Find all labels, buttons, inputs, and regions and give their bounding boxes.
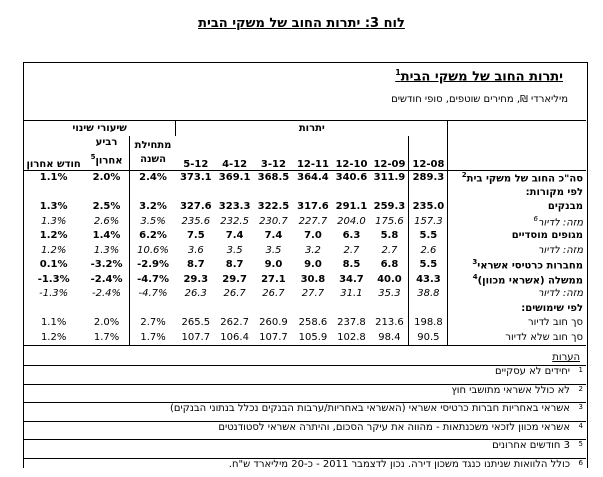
value-cell: 232.5 [220, 215, 249, 227]
value-cell: 260.9 [259, 317, 288, 329]
value-cell: 26.7 [223, 288, 246, 300]
table-row [24, 301, 587, 316]
value-cell: 213.6 [375, 317, 404, 329]
value-cell: 102.8 [332, 330, 370, 345]
value-cell: 291.1 [335, 201, 368, 213]
row-label-text: מגופים מוסדיים [511, 230, 583, 242]
row-label-text: מזה: לדיור [537, 216, 583, 228]
change-cell: -4.7% [130, 287, 176, 302]
value-cell: 9.0 [264, 259, 283, 271]
value-cell: 368.5 [257, 172, 290, 184]
change-cell: 1.7% [130, 330, 176, 345]
value-cell [253, 301, 293, 316]
note-item [23, 439, 586, 458]
note-item [23, 402, 586, 421]
change-cell [24, 185, 84, 200]
row-label [448, 330, 586, 345]
change-cell [130, 185, 176, 200]
note-text: יחידים לא עסקיים [494, 366, 570, 377]
note-text: 3 חודשים אחרונים [492, 440, 570, 452]
col-header-last-quarter [84, 136, 130, 171]
change-cell: 2.4% [130, 170, 176, 185]
note-number: 5 [578, 440, 583, 449]
change-cell: -2.4% [90, 273, 123, 285]
table-row [24, 316, 587, 331]
value-cell: 340.6 [335, 172, 368, 184]
value-cell: 2.7 [381, 244, 398, 256]
change-cell: 2.0% [93, 317, 120, 329]
value-cell: 265.5 [181, 317, 211, 329]
note-text: אשראי מכוון לזכאי משכנתאות - מהווה את עיקר הסכום, והיתרה אשראי לסטודנטים [218, 421, 570, 433]
table-row [24, 272, 587, 287]
row-label [448, 316, 586, 331]
row-label [448, 185, 586, 200]
value-cell: 34.7 [339, 273, 364, 285]
value-cell: 8.7 [186, 259, 205, 271]
table-row [24, 185, 587, 200]
row-label [448, 272, 586, 287]
change-cell: -2.9% [130, 258, 176, 273]
note-text: לא כולל אשראי מתושבי חוץ [451, 384, 570, 396]
value-cell: 26.7 [262, 288, 285, 300]
value-cell: 6.8 [380, 259, 399, 271]
value-cell: 3.2 [304, 244, 321, 256]
value-cell: 40.0 [377, 273, 402, 285]
value-cell: 157.3 [409, 214, 448, 229]
table-row [24, 214, 587, 229]
value-cell: 227.7 [298, 215, 328, 227]
value-cell: 107.7 [253, 330, 293, 345]
value-cell [409, 301, 448, 316]
table-subtitle: מיליארדי ₪, מחירים שוטפים, סופי חודשים [391, 94, 568, 105]
value-cell [370, 301, 408, 316]
value-cell: 369.1 [218, 172, 251, 184]
value-cell: 7.4 [264, 230, 283, 242]
row-label-note: 6 [533, 214, 538, 223]
row-label-text: מזה: לדיור [537, 244, 583, 256]
row-label-note: 3 [472, 258, 478, 267]
value-cell: 311.9 [373, 172, 406, 184]
value-cell: 289.3 [409, 170, 448, 185]
value-cell: 5.5 [409, 258, 448, 273]
col-header-last-month: חודש אחרון [24, 136, 84, 171]
note-text: אשראי באחריות חברות כרטיסי אשראי (האשראי באחריות/ערבות הבנקים נכלל בנתוני הבנקים) [169, 403, 570, 415]
change-cell: 2.0% [92, 172, 121, 184]
value-cell: 204.0 [337, 215, 366, 227]
row-label-text: מזה: לדיור [537, 288, 583, 300]
value-cell: 7.5 [186, 230, 205, 242]
col-header-last-quarter-note: 5 [90, 153, 96, 162]
value-cell: 7.4 [225, 230, 244, 242]
value-cell: 258.6 [298, 317, 328, 329]
change-cell: -2.4% [92, 288, 122, 300]
table-row [24, 229, 587, 244]
value-cell: 107.7 [176, 330, 216, 345]
row-label-text: סה"כ החוב של משקי בית [466, 173, 583, 185]
table-row [24, 243, 587, 258]
value-cell: 3.5 [265, 244, 282, 256]
value-cell: 327.6 [179, 201, 212, 213]
group-header-balances: יתרות [176, 121, 448, 136]
row-label [448, 243, 586, 258]
note-text: כולל הלוואות שניתנו כנגד משכון דירה. נכון לדצמבר 2011 - כ-20 מיליארד ש"ח. [228, 458, 570, 470]
value-cell [176, 301, 216, 316]
table-row [24, 200, 587, 215]
value-cell [253, 185, 293, 200]
value-cell: 106.4 [216, 330, 254, 345]
note-number: 1 [578, 366, 583, 374]
note-item [23, 421, 586, 440]
change-cell: 2.6% [93, 215, 120, 227]
change-cell [84, 301, 130, 316]
value-cell: 2.6 [409, 243, 448, 258]
change-cell: 10.6% [130, 243, 176, 258]
change-cell: -4.7% [130, 272, 176, 287]
value-cell: 43.3 [409, 272, 448, 287]
value-cell: 198.8 [409, 316, 448, 331]
value-cell: 27.7 [301, 288, 325, 300]
table-row [24, 287, 587, 302]
row-label [448, 258, 586, 273]
value-cell: 322.5 [257, 201, 290, 213]
change-cell: -1.3% [39, 288, 69, 300]
table-title [395, 68, 563, 84]
row-label [448, 229, 586, 244]
row-label [448, 301, 586, 316]
note-number: 6 [578, 458, 583, 467]
note-item [23, 365, 586, 384]
value-cell: 175.6 [375, 215, 404, 227]
value-cell: 8.7 [225, 259, 244, 271]
row-label-text: לפי מקורות: [525, 186, 583, 198]
value-cell: 105.9 [293, 330, 332, 345]
note-number: 2 [578, 384, 583, 393]
note-item [23, 384, 586, 403]
value-cell [176, 185, 216, 200]
change-cell: 0.1% [39, 259, 68, 271]
table-row [24, 170, 587, 185]
col-header-period: 12-08 [409, 136, 448, 171]
col-header-period: 12-10 [332, 136, 370, 171]
value-cell: 5.8 [380, 230, 399, 242]
value-cell [293, 301, 332, 316]
value-cell: 235.0 [409, 200, 448, 215]
change-cell: 2.7% [130, 316, 176, 331]
note-item [23, 458, 586, 477]
value-cell: 262.7 [220, 317, 249, 329]
col-header-period: 5-12 [176, 136, 216, 171]
value-cell: 29.7 [222, 273, 247, 285]
notes-header: הערות [552, 352, 580, 363]
change-cell: 1.2% [40, 244, 67, 256]
table-title-note: 1 [395, 68, 401, 77]
note-number: 3 [578, 403, 583, 412]
row-label-text: ממשלה (אשראי מכוון) [477, 274, 583, 286]
change-cell: 6.2% [130, 229, 176, 244]
group-header-changes: שיעורי שינוי [24, 121, 176, 136]
table-row [24, 258, 587, 273]
value-cell: 259.3 [373, 201, 406, 213]
change-cell [24, 301, 84, 316]
table-title-text: יתרות החוב של משקי הבית [400, 69, 563, 85]
value-cell: 237.8 [337, 317, 366, 329]
col-header-period: 12-11 [293, 136, 332, 171]
change-cell: 2.5% [92, 201, 121, 213]
value-cell [216, 301, 254, 316]
value-cell: 317.6 [297, 201, 329, 213]
note-number: 4 [578, 421, 583, 430]
change-cell [130, 301, 176, 316]
change-cell: 1.3% [93, 244, 120, 256]
value-cell: 5.5 [409, 229, 448, 244]
col-header-since-year: מתחילת השנה [130, 136, 176, 171]
value-cell [293, 185, 332, 200]
change-cell: 3.5% [130, 214, 176, 229]
value-cell: 98.4 [370, 330, 408, 345]
change-cell: 3.2% [130, 200, 176, 215]
value-cell: 31.1 [340, 288, 363, 300]
row-label-text: לפי שימושים: [521, 302, 583, 314]
value-cell: 6.3 [342, 230, 361, 242]
change-cell: 1.2% [39, 230, 68, 242]
change-cell: 1.3% [39, 201, 68, 213]
page-title: לוח 3: יתרות החוב של משקי הבית [198, 16, 405, 31]
col-header-period: 12-09 [370, 136, 408, 171]
header-label-cell [448, 121, 586, 136]
row-label-text: סך חוב שלא לדיור [505, 331, 583, 343]
change-cell: 1.1% [40, 317, 67, 329]
value-cell: 7.0 [304, 230, 322, 242]
value-cell: 3.5 [226, 244, 243, 256]
header-label-cell [448, 136, 586, 171]
value-cell [216, 185, 254, 200]
value-cell [409, 185, 448, 200]
change-cell [84, 185, 130, 200]
value-cell: 30.8 [300, 273, 326, 285]
change-cell: 1.3% [40, 215, 67, 227]
row-label [448, 170, 586, 185]
col-header-period: 4-12 [216, 136, 254, 171]
value-cell [370, 185, 408, 200]
value-cell: 27.1 [261, 273, 286, 285]
notes-section [23, 350, 586, 477]
value-cell: 90.5 [409, 330, 448, 345]
value-cell: 8.5 [342, 259, 361, 271]
value-cell: 9.0 [304, 259, 322, 271]
change-cell: 1.1% [39, 172, 68, 184]
change-cell: -1.3% [37, 273, 70, 285]
row-label-text: מחברות כרטיסי אשראי [477, 260, 583, 272]
data-table [23, 120, 586, 346]
row-label-text: מבנקים [547, 201, 583, 213]
value-cell: 373.1 [179, 172, 212, 184]
col-header-last-quarter-text: רביע אחרון [95, 137, 123, 167]
value-cell: 29.3 [183, 273, 209, 285]
value-cell [332, 301, 370, 316]
value-cell: 2.7 [343, 244, 360, 256]
value-cell: 3.6 [187, 244, 204, 256]
row-label [448, 214, 586, 229]
row-label-note: 2 [461, 171, 467, 180]
change-cell: 1.2% [24, 330, 84, 345]
value-cell: 323.3 [218, 201, 251, 213]
row-label-text: סך חוב לדיור [527, 317, 583, 329]
value-cell: 38.8 [409, 287, 448, 302]
value-cell [332, 185, 370, 200]
row-label-note: 4 [472, 272, 478, 281]
value-cell: 235.6 [181, 215, 211, 227]
row-label [448, 200, 586, 215]
table-row [24, 330, 587, 345]
value-cell: 35.3 [378, 288, 401, 300]
value-cell: 230.7 [259, 215, 288, 227]
notes-list [23, 365, 586, 477]
change-cell: -3.2% [90, 259, 123, 271]
change-cell: 1.7% [84, 330, 130, 345]
col-header-period: 3-12 [253, 136, 293, 171]
value-cell: 364.4 [297, 172, 329, 184]
row-label [448, 287, 586, 302]
value-cell: 26.3 [184, 288, 207, 300]
change-cell: 1.4% [92, 230, 121, 242]
